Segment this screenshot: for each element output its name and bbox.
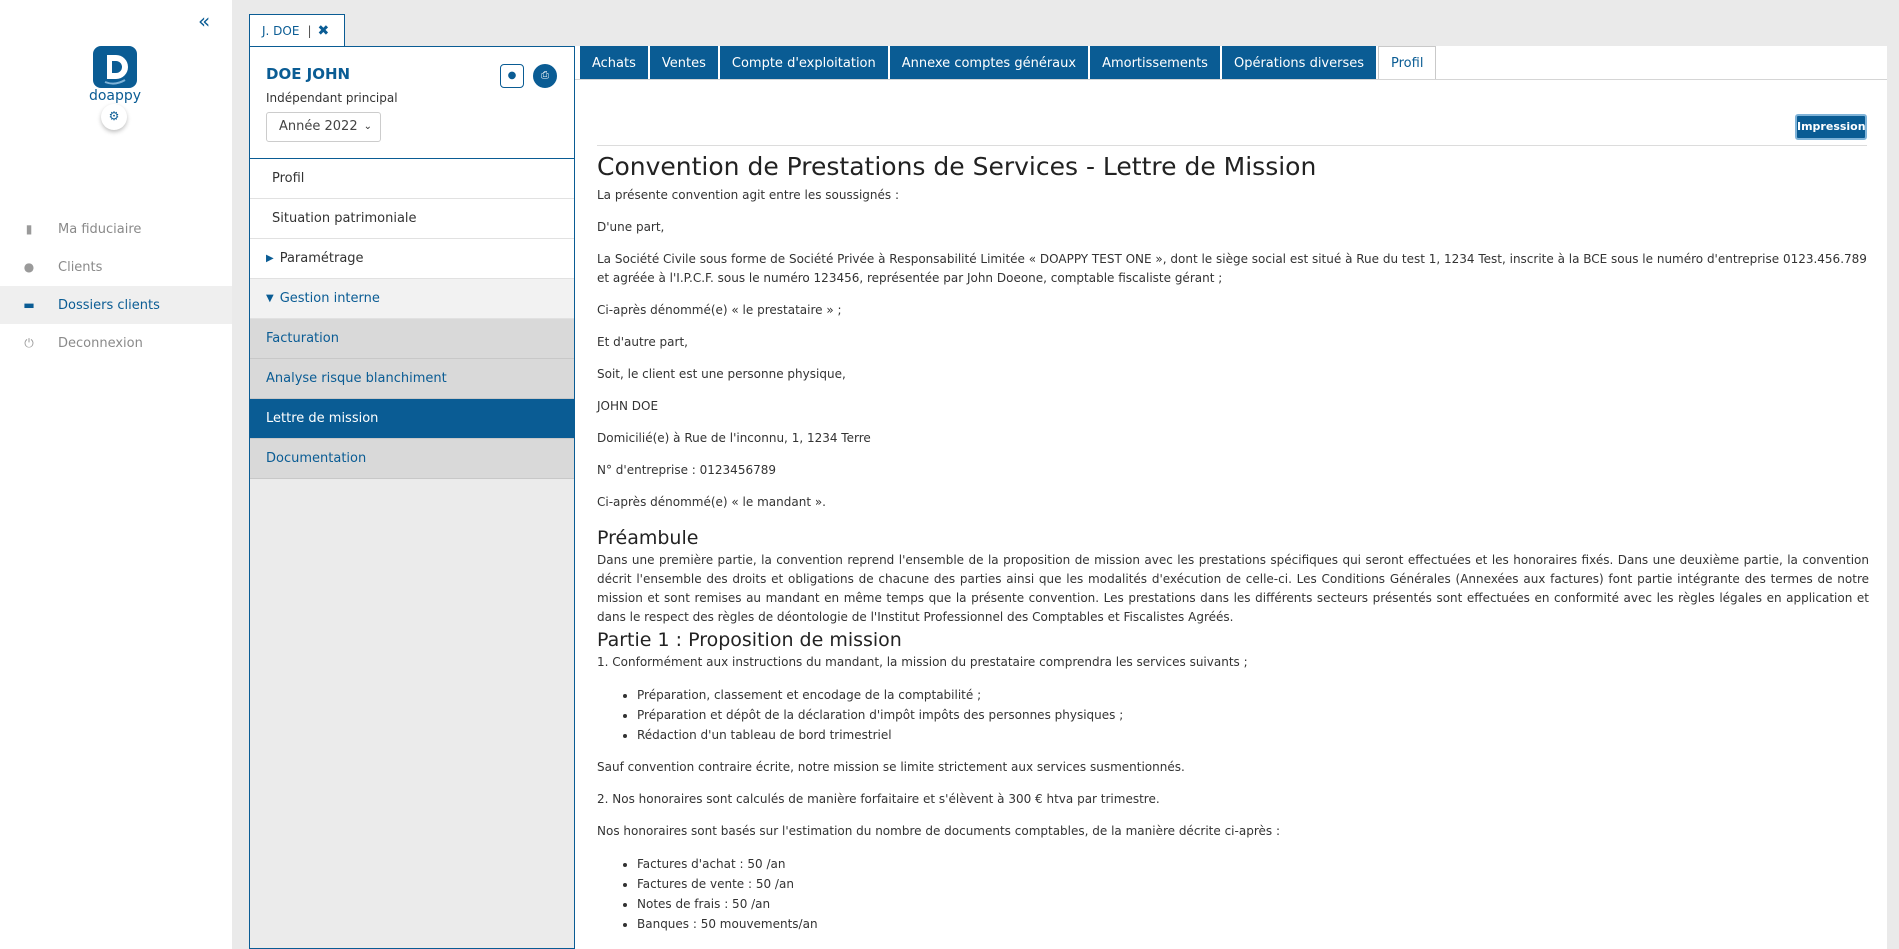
preambule-heading: Préambule <box>597 527 699 549</box>
services-list <box>637 685 1869 745</box>
building-icon: ▮ <box>25 222 33 236</box>
folder-icon: ▬ <box>23 298 35 312</box>
caret-down-icon: ▼ <box>266 293 274 304</box>
doc-company: La Société Civile sous forme de Société Privée à Responsabilité Limitée « DOAPPY TEST ONE », dont le siège social est situé à Rue du test 1, 1234 Test, inscrite à la BCE sous le numéro d'entreprise 0123.456.789 et agréée à l'I.P.C.F. sous le numéro 123456, représentée par John Doeone, comptable fiscaliste gérant ; <box>597 252 1867 285</box>
list-item: • Préparation, classement et encodage de la comptabilité ; <box>637 685 1869 705</box>
list-item: • Factures d'achat : 50 /an <box>637 854 1869 874</box>
menu-label: Profil <box>272 171 305 186</box>
nav-item-clients[interactable] <box>0 248 232 286</box>
collapse-sidebar-icon[interactable]: « <box>198 9 211 33</box>
list-item: • Banques : 50 mouvements/an <box>637 914 1869 934</box>
menu-item-situation-patrimoniale[interactable] <box>250 199 574 239</box>
main-nav <box>0 210 232 362</box>
menu-item-lettre-de-mission[interactable] <box>250 399 574 439</box>
nav-label: Deconnexion <box>58 335 143 351</box>
partie1-heading: Partie 1 : Proposition de mission <box>597 629 902 651</box>
doc-part1: D'une part, <box>597 220 665 234</box>
menu-label: Gestion interne <box>279 291 380 306</box>
nav-item-ma-fiduciaire[interactable] <box>0 210 232 248</box>
menu-item-documentation[interactable] <box>250 439 574 479</box>
client-name: DOE JOHN <box>266 65 351 83</box>
doc-intro: La présente convention agit entre les soussignés : <box>597 188 900 202</box>
chevron-down-icon: ⌄ <box>363 121 372 132</box>
year-select[interactable] <box>266 112 381 142</box>
tab-profil[interactable]: Profil <box>1378 46 1436 80</box>
list-item: • Rédaction d'un tableau de bord trimestriel <box>637 725 1869 745</box>
doc-client-type: Soit, le client est une personne physique, <box>597 367 846 381</box>
document-divider <box>597 145 1867 146</box>
documents-list <box>637 854 1869 934</box>
list-item: • Préparation et dépôt de la déclaration d'impôt impôts des personnes physiques ; <box>637 705 1869 725</box>
logo-wordmark: doappy <box>88 88 142 104</box>
menu-label: Lettre de mission <box>266 411 379 426</box>
menu-label: Paramétrage <box>279 251 364 266</box>
doc-prestataire: Ci-après dénommé(e) « le prestataire » ; <box>597 303 842 317</box>
client-menu <box>250 159 574 479</box>
year-select-value: Année 2022 <box>279 119 358 134</box>
print-icon[interactable]: ⎙ <box>533 64 557 88</box>
tab-amortissements[interactable]: Amortissements <box>1090 46 1220 80</box>
close-icon[interactable]: ✖ <box>317 22 330 39</box>
doc-client-name: JOHN DOE <box>597 399 659 413</box>
doc-entreprise: N° d'entreprise : 0123456789 <box>597 463 776 477</box>
client-panel <box>249 46 575 949</box>
tab-bar <box>580 46 1438 80</box>
doc-mandant: Ci-après dénommé(e) « le mandant ». <box>597 495 826 509</box>
tabs-divider <box>575 79 1887 80</box>
client-role: Indépendant principal <box>266 91 398 105</box>
doc-sauf: Sauf convention contraire écrite, notre mission se limite strictement aux services susmentionnés. <box>597 760 1185 774</box>
doappy-logo-icon[interactable] <box>93 46 137 88</box>
nav-item-deconnexion[interactable] <box>0 324 232 362</box>
caret-right-icon: ▶ <box>266 253 274 264</box>
tab-ventes[interactable]: Ventes <box>650 46 718 80</box>
nav-label: Dossiers clients <box>58 297 160 313</box>
preambule-text: Dans une première partie, la convention reprend l'ensemble de la proposition de mission avec les prestations spécifiques qui seront effectuées et les honoraires fixés. Dans une deuxième partie, la convention décrit l'ensemble des droits et obligations de chacune des parties ainsi que les modalités d'exécution de celle-ci. Les Conditions Générales (Annexées aux factures) font partie intégrante des termes de notre mission et sont remises au mandant en même temps que la présente convention. Les prestations dans les différents secteurs présentés sont effectuées en conformité avec les règles légales en application et dans le respect des règles de déontologie de l'Institut Professionnel des Comptables et Fiscalistes Agréés. <box>597 553 1869 624</box>
user-icon[interactable]: ● <box>500 64 524 88</box>
menu-label: Situation patrimoniale <box>272 211 417 226</box>
mission-letter-document <box>597 150 1869 947</box>
users-icon: ● <box>23 260 35 274</box>
nav-label: Clients <box>58 259 103 275</box>
doc-point1: 1. Conformément aux instructions du mandant, la mission du prestataire comprendra les services suivants ; <box>597 655 1248 669</box>
client-tab-separator: | <box>307 23 312 38</box>
client-tab[interactable] <box>249 14 345 46</box>
menu-label: Documentation <box>266 451 367 466</box>
doc-part2: Et d'autre part, <box>597 335 688 349</box>
impression-button[interactable]: Impression <box>1795 114 1867 140</box>
doc-point2: 2. Nos honoraires sont calculés de manière forfaitaire et s'élèvent à 300 € htva par trimestre. <box>597 792 1160 806</box>
nav-label: Ma fiduciaire <box>58 221 142 237</box>
nav-item-dossiers-clients[interactable] <box>0 286 232 324</box>
list-item: • Notes de frais : 50 /an <box>637 894 1869 914</box>
menu-item-analyse-risque[interactable] <box>250 359 574 399</box>
tab-operations-diverses[interactable]: Opérations diverses <box>1222 46 1376 80</box>
menu-item-gestion-interne[interactable] <box>250 279 574 319</box>
list-item: • Factures de vente : 50 /an <box>637 874 1869 894</box>
app-sidebar <box>0 0 232 949</box>
menu-item-profil[interactable] <box>250 159 574 199</box>
menu-item-parametrage[interactable] <box>250 239 574 279</box>
menu-label: Facturation <box>266 331 339 346</box>
tab-compte-exploitation[interactable]: Compte d'exploitation <box>720 46 888 80</box>
tab-achats[interactable]: Achats <box>580 46 648 80</box>
doc-base: Nos honoraires sont basés sur l'estimation du nombre de documents comptables, de la manière décrite ci-après : <box>597 824 1280 838</box>
power-icon: ⏻ <box>24 335 34 350</box>
content-panel <box>575 46 1887 949</box>
tab-annexe-comptes[interactable]: Annexe comptes généraux <box>890 46 1088 80</box>
document-title: Convention de Prestations de Services - Lettre de Mission <box>597 152 1317 181</box>
menu-label: Analyse risque blanchiment <box>266 371 447 386</box>
menu-item-facturation[interactable] <box>250 319 574 359</box>
doc-domicile: Domicilié(e) à Rue de l'inconnu, 1, 1234 Terre <box>597 431 871 445</box>
client-header <box>250 47 574 159</box>
settings-gear-icon[interactable]: ⚙ <box>101 104 127 130</box>
client-tab-label: J. DOE <box>262 23 300 38</box>
